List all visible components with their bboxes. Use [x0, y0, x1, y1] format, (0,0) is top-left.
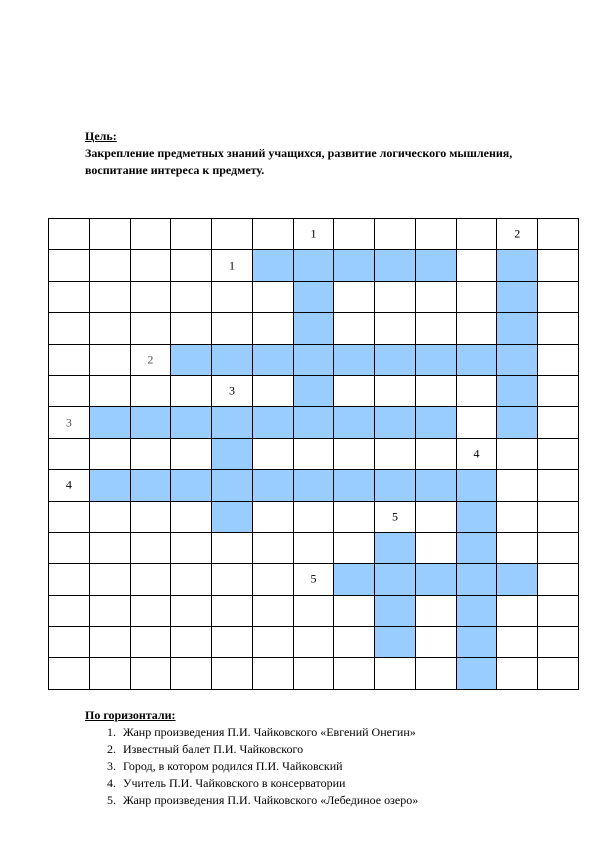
- crossword-cell[interactable]: [538, 345, 579, 376]
- crossword-cell[interactable]: [253, 313, 294, 344]
- crossword-cell[interactable]: [253, 439, 294, 470]
- crossword-cell[interactable]: [538, 407, 579, 438]
- crossword-answer-cell[interactable]: [253, 470, 294, 501]
- crossword-cell[interactable]: [538, 502, 579, 533]
- goal-text-rest: , развитие логического мышления, воспитание интереса к предмету.: [85, 146, 513, 177]
- crossword-answer-cell[interactable]: [497, 250, 538, 281]
- clue-number: 1: [228, 258, 235, 273]
- goal-section: [85, 128, 525, 179]
- crossword-cell[interactable]: [49, 376, 90, 407]
- crossword-answer-cell[interactable]: [375, 596, 416, 627]
- crossword-cell[interactable]: [538, 658, 579, 689]
- crossword-cell[interactable]: [294, 219, 335, 250]
- crossword-cell[interactable]: [49, 219, 90, 250]
- crossword-cell[interactable]: [294, 533, 335, 564]
- crossword-cell[interactable]: [416, 219, 457, 250]
- crossword-cell[interactable]: [131, 533, 172, 564]
- crossword-cell[interactable]: [416, 313, 457, 344]
- crossword-cell[interactable]: [375, 502, 416, 533]
- crossword-answer-cell[interactable]: [334, 564, 375, 595]
- crossword-cell[interactable]: [334, 439, 375, 470]
- crossword-cell[interactable]: [538, 313, 579, 344]
- crossword-answer-cell[interactable]: [171, 407, 212, 438]
- crossword-cell[interactable]: [375, 313, 416, 344]
- crossword-cell[interactable]: [334, 533, 375, 564]
- crossword-cell[interactable]: [90, 564, 131, 595]
- crossword-cell[interactable]: [49, 596, 90, 627]
- crossword-cell[interactable]: [131, 658, 172, 689]
- clue-item: 4. Учитель П.И. Чайковского в консерватории: [119, 775, 418, 792]
- crossword-cell[interactable]: [294, 627, 335, 658]
- crossword-cell[interactable]: [253, 564, 294, 595]
- crossword-cell[interactable]: [212, 596, 253, 627]
- crossword-cell[interactable]: [416, 627, 457, 658]
- crossword-cell[interactable]: [457, 439, 498, 470]
- crossword-answer-cell[interactable]: [294, 376, 335, 407]
- crossword-cell[interactable]: [253, 376, 294, 407]
- crossword-cell[interactable]: [90, 439, 131, 470]
- clue-number: 2: [147, 352, 154, 367]
- crossword-cell[interactable]: [334, 376, 375, 407]
- crossword-answer-cell[interactable]: [457, 502, 498, 533]
- crossword-cell[interactable]: [212, 219, 253, 250]
- crossword-cell[interactable]: [497, 596, 538, 627]
- crossword-cell[interactable]: [416, 502, 457, 533]
- clues-section: [85, 707, 418, 809]
- crossword-cell[interactable]: [131, 313, 172, 344]
- crossword-cell[interactable]: [538, 376, 579, 407]
- crossword-cell[interactable]: [375, 658, 416, 689]
- crossword-cell[interactable]: [253, 533, 294, 564]
- crossword-answer-cell[interactable]: [457, 345, 498, 376]
- crossword-cell[interactable]: [212, 250, 253, 281]
- clue-item: 2. Известный балет П.И. Чайковского: [119, 741, 418, 758]
- crossword-cell[interactable]: [375, 439, 416, 470]
- crossword-cell[interactable]: [90, 533, 131, 564]
- crossword-cell[interactable]: [90, 313, 131, 344]
- crossword-answer-cell[interactable]: [497, 376, 538, 407]
- crossword-cell[interactable]: [416, 376, 457, 407]
- clue-number: 5: [310, 571, 317, 586]
- crossword-answer-cell[interactable]: [497, 564, 538, 595]
- crossword-answer-cell[interactable]: [294, 313, 335, 344]
- crossword-cell[interactable]: [49, 502, 90, 533]
- crossword-cell[interactable]: [538, 596, 579, 627]
- crossword-answer-cell[interactable]: [171, 470, 212, 501]
- crossword-cell[interactable]: [171, 439, 212, 470]
- crossword-answer-cell[interactable]: [253, 250, 294, 281]
- crossword-answer-cell[interactable]: [416, 250, 457, 281]
- crossword-cell[interactable]: [334, 627, 375, 658]
- crossword-cell[interactable]: [131, 282, 172, 313]
- crossword-cell[interactable]: [375, 219, 416, 250]
- crossword-cell[interactable]: [375, 282, 416, 313]
- crossword-cell[interactable]: [253, 658, 294, 689]
- crossword-cell[interactable]: [457, 250, 498, 281]
- crossword-cell[interactable]: [294, 658, 335, 689]
- goal-label: Цель:: [85, 129, 117, 143]
- crossword-cell[interactable]: [90, 376, 131, 407]
- crossword-answer-cell[interactable]: [375, 533, 416, 564]
- crossword-cell[interactable]: [131, 596, 172, 627]
- crossword-cell[interactable]: [90, 282, 131, 313]
- crossword-answer-cell[interactable]: [497, 313, 538, 344]
- crossword-cell[interactable]: [49, 470, 90, 501]
- crossword-cell[interactable]: [497, 533, 538, 564]
- crossword-cell[interactable]: [90, 250, 131, 281]
- clue-number: 1: [310, 226, 317, 241]
- crossword-cell[interactable]: [90, 502, 131, 533]
- crossword-cell[interactable]: [131, 376, 172, 407]
- crossword-cell[interactable]: [171, 533, 212, 564]
- goal-text: [85, 145, 525, 179]
- clue-number: 4: [65, 477, 72, 492]
- crossword-cell[interactable]: [416, 658, 457, 689]
- crossword-cell[interactable]: [171, 658, 212, 689]
- clue-item: 1. Жанр произведения П.И. Чайковского «Евгений Онегин»: [119, 724, 418, 741]
- crossword-cell[interactable]: [457, 219, 498, 250]
- crossword-answer-cell[interactable]: [294, 250, 335, 281]
- crossword-cell[interactable]: [171, 376, 212, 407]
- crossword-cell[interactable]: [294, 564, 335, 595]
- crossword-cell[interactable]: [90, 345, 131, 376]
- crossword-cell[interactable]: [131, 250, 172, 281]
- clue-number: 3: [65, 415, 72, 430]
- clue-number: 2: [514, 226, 521, 241]
- crossword-answer-cell[interactable]: [294, 407, 335, 438]
- crossword-cell[interactable]: [538, 250, 579, 281]
- crossword-cell[interactable]: [294, 439, 335, 470]
- crossword-cell[interactable]: [334, 658, 375, 689]
- crossword-answer-cell[interactable]: [375, 407, 416, 438]
- crossword-cell[interactable]: [131, 627, 172, 658]
- crossword-cell[interactable]: [538, 219, 579, 250]
- clue-number: 5: [392, 509, 398, 524]
- crossword-cell[interactable]: [538, 533, 579, 564]
- crossword-answer-cell[interactable]: [212, 345, 253, 376]
- crossword-cell[interactable]: [49, 658, 90, 689]
- crossword-answer-cell[interactable]: [375, 250, 416, 281]
- crossword-cell[interactable]: [334, 313, 375, 344]
- crossword-cell[interactable]: [49, 533, 90, 564]
- crossword-cell[interactable]: [334, 282, 375, 313]
- crossword-cell[interactable]: [538, 439, 579, 470]
- crossword-cell[interactable]: [49, 250, 90, 281]
- crossword-answer-cell[interactable]: [253, 407, 294, 438]
- crossword-cell[interactable]: [497, 658, 538, 689]
- crossword-answer-cell[interactable]: [253, 345, 294, 376]
- crossword-answer-cell[interactable]: [212, 470, 253, 501]
- crossword-cell[interactable]: [253, 219, 294, 250]
- crossword-answer-cell[interactable]: [457, 658, 498, 689]
- crossword-cell[interactable]: [375, 376, 416, 407]
- crossword-answer-cell[interactable]: [416, 345, 457, 376]
- goal-text-bold: Закрепление предметных знаний учащихся: [85, 146, 322, 160]
- crossword-cell[interactable]: [212, 564, 253, 595]
- crossword-answer-cell[interactable]: [497, 282, 538, 313]
- crossword-cell[interactable]: [90, 596, 131, 627]
- clues-heading: По горизонтали:: [85, 708, 176, 722]
- crossword-cell[interactable]: [131, 219, 172, 250]
- crossword-cell[interactable]: [90, 219, 131, 250]
- crossword-answer-cell[interactable]: [131, 470, 172, 501]
- crossword-cell[interactable]: [538, 564, 579, 595]
- crossword-answer-cell[interactable]: [457, 627, 498, 658]
- crossword-answer-cell[interactable]: [212, 439, 253, 470]
- crossword-cell[interactable]: [253, 596, 294, 627]
- crossword-answer-cell[interactable]: [457, 596, 498, 627]
- crossword-cell[interactable]: [212, 282, 253, 313]
- crossword-cell[interactable]: [171, 596, 212, 627]
- crossword-answer-cell[interactable]: [334, 407, 375, 438]
- crossword-cell[interactable]: [171, 282, 212, 313]
- crossword-answer-cell[interactable]: [375, 564, 416, 595]
- crossword-cell[interactable]: [171, 313, 212, 344]
- crossword-cell[interactable]: [497, 219, 538, 250]
- crossword-cell[interactable]: [131, 439, 172, 470]
- crossword-cell[interactable]: [253, 627, 294, 658]
- crossword-answer-cell[interactable]: [334, 250, 375, 281]
- crossword-cell[interactable]: [212, 313, 253, 344]
- clue-item: 3. Город, в котором родился П.И. Чайковский: [119, 758, 418, 775]
- crossword-cell[interactable]: [49, 345, 90, 376]
- crossword-answer-cell[interactable]: [375, 627, 416, 658]
- crossword-cell[interactable]: [131, 564, 172, 595]
- crossword-answer-cell[interactable]: [375, 470, 416, 501]
- clue-number: 3: [228, 383, 235, 398]
- crossword-cell[interactable]: [457, 313, 498, 344]
- crossword-cell[interactable]: [49, 407, 90, 438]
- crossword-answer-cell[interactable]: [90, 470, 131, 501]
- crossword-answer-cell[interactable]: [334, 470, 375, 501]
- crossword-cell[interactable]: [253, 282, 294, 313]
- crossword-answer-cell[interactable]: [294, 282, 335, 313]
- crossword-answer-cell[interactable]: [497, 407, 538, 438]
- crossword-cell[interactable]: [171, 219, 212, 250]
- crossword-answer-cell[interactable]: [457, 533, 498, 564]
- clues-list: [85, 724, 418, 809]
- crossword-answer-cell[interactable]: [131, 407, 172, 438]
- crossword-cell[interactable]: [49, 439, 90, 470]
- crossword-cell[interactable]: [334, 219, 375, 250]
- crossword-cell[interactable]: [497, 439, 538, 470]
- crossword-cell[interactable]: [49, 627, 90, 658]
- crossword-answer-cell[interactable]: [416, 564, 457, 595]
- crossword-cell[interactable]: [212, 658, 253, 689]
- crossword-cell[interactable]: [212, 376, 253, 407]
- crossword-cell[interactable]: [538, 282, 579, 313]
- crossword-cell[interactable]: [212, 627, 253, 658]
- crossword-cell[interactable]: [416, 282, 457, 313]
- crossword-cell[interactable]: [416, 439, 457, 470]
- crossword-answer-cell[interactable]: [416, 407, 457, 438]
- crossword-cell[interactable]: [171, 564, 212, 595]
- crossword-grid: [48, 218, 579, 690]
- crossword-cell[interactable]: [171, 250, 212, 281]
- crossword-answer-cell[interactable]: [294, 345, 335, 376]
- crossword-cell[interactable]: [334, 502, 375, 533]
- crossword-cell[interactable]: [253, 502, 294, 533]
- crossword-answer-cell[interactable]: [212, 502, 253, 533]
- crossword-answer-cell[interactable]: [171, 345, 212, 376]
- crossword-cell[interactable]: [497, 502, 538, 533]
- crossword-cell[interactable]: [171, 627, 212, 658]
- crossword-cell[interactable]: [538, 470, 579, 501]
- crossword-cell[interactable]: [416, 596, 457, 627]
- crossword-answer-cell[interactable]: [375, 345, 416, 376]
- crossword-cell[interactable]: [212, 533, 253, 564]
- crossword-answer-cell[interactable]: [497, 345, 538, 376]
- crossword-answer-cell[interactable]: [90, 407, 131, 438]
- crossword-answer-cell[interactable]: [416, 470, 457, 501]
- crossword-cell[interactable]: [416, 533, 457, 564]
- crossword-answer-cell[interactable]: [457, 564, 498, 595]
- crossword-answer-cell[interactable]: [334, 345, 375, 376]
- crossword-cell[interactable]: [49, 564, 90, 595]
- crossword-cell[interactable]: [497, 470, 538, 501]
- crossword-cell[interactable]: [131, 345, 172, 376]
- crossword-answer-cell[interactable]: [294, 470, 335, 501]
- crossword-cell[interactable]: [457, 407, 498, 438]
- crossword-cell[interactable]: [49, 313, 90, 344]
- crossword-answer-cell[interactable]: [457, 470, 498, 501]
- clue-number: 4: [473, 446, 480, 461]
- crossword-cell[interactable]: [457, 282, 498, 313]
- crossword-cell[interactable]: [131, 502, 172, 533]
- crossword-cell[interactable]: [294, 502, 335, 533]
- crossword-cell[interactable]: [49, 282, 90, 313]
- crossword-cell[interactable]: [497, 627, 538, 658]
- crossword-cell[interactable]: [334, 596, 375, 627]
- crossword-answer-cell[interactable]: [212, 407, 253, 438]
- clue-item: 5. Жанр произведения П.И. Чайковского «Лебединое озеро»: [119, 792, 418, 809]
- crossword-cell[interactable]: [294, 596, 335, 627]
- crossword-cell[interactable]: [90, 658, 131, 689]
- crossword-cell[interactable]: [457, 376, 498, 407]
- crossword-cell[interactable]: [538, 627, 579, 658]
- crossword-cell[interactable]: [90, 627, 131, 658]
- crossword-cell[interactable]: [171, 502, 212, 533]
